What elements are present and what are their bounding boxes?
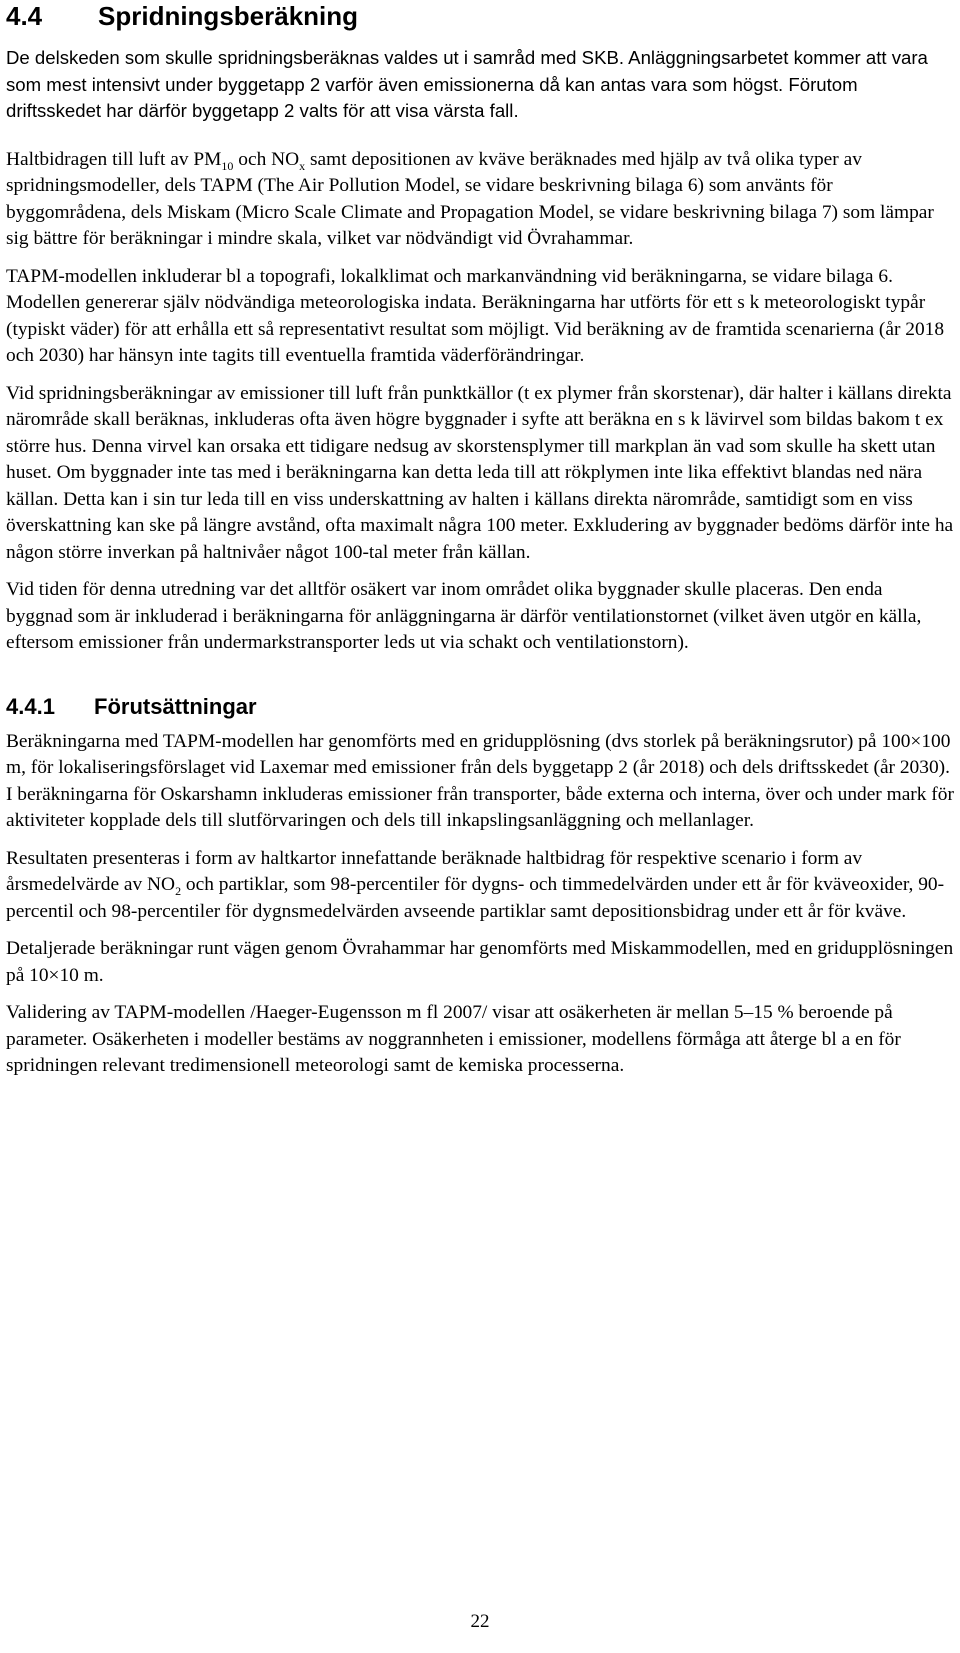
paragraph-punktkallor: Vid spridningsberäkningar av emissioner till luft från punktkällor (t ex plymer från skorstenar), där halter i källans direkta närområde skall beräknas, inkluderas ofta även högre byggnader i syfte att beräkna en s k lävirvel som bildas bakom t ex större hus. Denna virvel kan orsaka ett tidigare nedsug av skorstensplymer till markplan än vad som skulle ha skett utan huset. Om byggnader inte tas med i beräkningarna kan detta leda till att rökplymen inte lika effektivt blandas ned nära källan. Detta kan i sin tur leda till en viss underskattning av halten i källans direkta närområde, samtidigt som en viss överskattning kan ske på längre avstånd, ofta maximalt några 100 meter. Exkludering av byggnader bedöms därför inte ha någon större inverkan på haltnivåer något 100-tal meter från källan. (6, 382, 954, 563)
text-run: samt depositionen av kväve beräknades med hjälp av två olika typer av spridningsmodeller, dels TAPM (The Air Pollution Model, se vidare beskrivning bilaga 6) som använts för byggområdena, dels Miskam (Micro Scale Climate and Propagation Model, se vidare beskrivning bilaga 7) som lämpar sig bättre för beräkningar i mindre skala, vilket var nödvändigt vid Övrahammar. (6, 148, 934, 249)
paragraph-byggnader: Vid tiden för denna utredning var det alltför osäkert var inom området olika byggnader skulle placeras. Den enda byggnad som är inkluderad i beräkningarna för anläggningarna är därför ventilationstornet (vilket även utgör en källa, eftersom emissioner från undermarkstransporter leds ut via schakt och ventilationstorn). (6, 579, 922, 653)
subscript: x (299, 158, 306, 173)
paragraph-haltbidrag (6, 147, 954, 253)
section-heading (6, 0, 954, 31)
paragraph-resultat (6, 846, 954, 926)
paragraph-miskam: Detaljerade beräkningar runt vägen genom Övrahammar har genomförts med Miskammodellen, med en gridupplösningen på 10×10 m. (6, 938, 954, 986)
text-run: och NO (233, 148, 300, 170)
subscript: 10 (221, 158, 234, 173)
document-page (6, 0, 954, 1080)
page-number: 22 (470, 1611, 490, 1632)
paragraph-berakningar: Beräkningarna med TAPM-modellen har genomförts med en gridupplösning (dvs storlek på beräkningsrutor) på 100×100 m, för lokaliseringsförslaget vid Laxemar med emissioner från dels byggetapp 2 (år 2018) och dels driftsskedet (år 2030). I beräkningarna för Oskarshamn inkluderas emissioner från transporter, både externa och interna, över och under mark för aktiviteter kopplade dels till slutförvaringen och dels till inkapslingsanläggning och mellanlager. (6, 730, 954, 831)
paragraph-tapm: TAPM-modellen inkluderar bl a topografi, lokalklimat och markanvändning vid beräkningarna, se vidare bilaga 6. Modellen genererar själv nödvändiga meteorologiska indata. Beräkningarna har utförts för ett s k meteorologiskt typår (typiskt väder) för att erhålla ett så representativt resultat som möjligt. Vid beräkning av de framtida scenarierna (år 2018 och 2030) har hänsyn inte tagits till eventuella framtida väderförändringar. (6, 265, 945, 366)
subscript: 2 (175, 883, 182, 898)
subsection-title: Förutsättningar (94, 693, 257, 719)
lead-paragraph: De delskeden som skulle spridningsberäknas valdes ut i samråd med SKB. Anläggningsarbetet kommer att vara som mest intensivt under byggetapp 2 varför även emissionerna då kan antas vara som högst. Förutom driftsskedet har därför byggetapp 2 valts för att visa värsta fall. (6, 47, 928, 121)
subsection-number: 4.4.1 (6, 693, 55, 719)
text-run: Haltbidragen till luft av PM (6, 148, 222, 170)
text-run: Resultaten presenteras i form av haltkartor innefattande beräknade haltbidrag för respektive scenario i form av årsmedelvärde av NO (6, 847, 863, 895)
section-number: 4.4 (6, 1, 43, 31)
subsection-heading (6, 693, 954, 721)
text-run: och partiklar, som 98-percentiler för dygns- och timmedelvärden under ett år för kväveoxider, 90-percentil och 98-percentiler för dygnsmedelvärden avseende partiklar samt depositionsbidrag under ett år för kväve. (6, 874, 945, 922)
section-title: Spridningsberäkning (98, 1, 359, 31)
paragraph-validering: Validering av TAPM-modellen /Haeger-Eugensson m fl 2007/ visar att osäkerheten är mellan 5–15 % beroende på parameter. Osäkerheten i modeller bestäms av noggrannheten i emissioner, modellens förmåga att återge bl a en för spridningen relevant tredimensionell meteorologi samt de kemiska processerna. (6, 1002, 901, 1076)
